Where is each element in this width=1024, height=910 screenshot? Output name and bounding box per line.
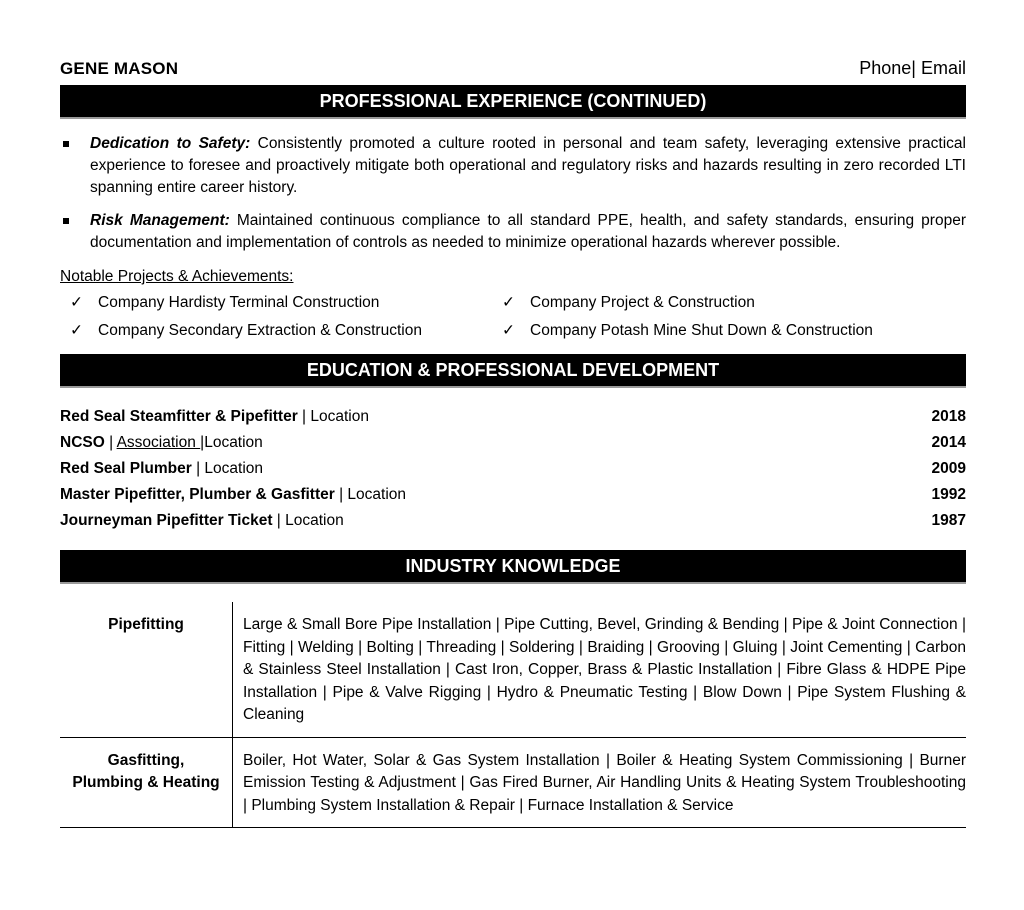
knowledge-category: Pipefitting <box>60 602 233 737</box>
project-label: Company Potash Mine Shut Down & Construction <box>530 322 873 339</box>
square-bullet-icon <box>63 218 69 224</box>
credential-year: 1992 <box>931 486 966 503</box>
credential-location: |Location <box>200 434 263 451</box>
bullet-text: Consistently promoted a culture rooted in personal and team safety, leveraging extensive practical experience to foresee and proactively mitigate both operational and regulatory risks and hazards resulting in zero recorded LTI spanning entire career history. <box>90 135 966 196</box>
knowledge-skills: Large & Small Bore Pipe Installation | Pipe Cutting, Bevel, Grinding & Bending | Pipe & Joint Connection | Fitting | Welding | Bolting | Threading | Soldering | Braiding | Grooving | Gluing | Joint Cementing | Carbon & Stainless Steel Installation | Cast Iron, Copper, Brass & Plastic Installation | Fibre Glass & HDPE Pipe Installation | Pipe & Valve Rigging | Hydro & Pneumatic Testing | Blow Down | Pipe System Flushing & Cleaning <box>233 602 967 737</box>
knowledge-row <box>60 602 966 737</box>
credential-separator: | <box>104 434 117 451</box>
credential-title: NCSO <box>60 434 105 451</box>
project-label: Company Project & Construction <box>530 294 755 311</box>
bullet-item <box>60 210 966 254</box>
association-link[interactable]: Association <box>116 434 201 451</box>
projects-title: Notable Projects & Achievements: <box>60 268 294 285</box>
projects-list <box>60 292 966 342</box>
project-item <box>60 292 492 314</box>
project-item <box>492 320 966 342</box>
credential-location: | Location <box>334 486 407 503</box>
credential-title: Red Seal Plumber <box>60 460 192 477</box>
credential-location: | Location <box>297 408 369 425</box>
credential-year: 1987 <box>931 512 966 529</box>
experience-bullets <box>60 133 966 254</box>
checkmark-icon: ✓ <box>70 322 83 339</box>
section-heading-education: EDUCATION & PROFESSIONAL DEVELOPMENT <box>60 354 966 388</box>
education-row <box>60 482 966 508</box>
project-label: Company Hardisty Terminal Construction <box>98 294 380 311</box>
phone-label: Phone <box>859 58 912 78</box>
header <box>60 58 966 79</box>
credential-location: | Location <box>191 460 264 477</box>
education-row <box>60 508 966 534</box>
knowledge-table <box>60 602 966 828</box>
project-item <box>492 292 966 314</box>
contact-separator: | <box>911 58 916 78</box>
contact-info <box>859 58 966 79</box>
education-row <box>60 456 966 482</box>
email-label: Email <box>920 58 966 78</box>
education-row <box>60 430 966 456</box>
credential-title: Master Pipefitter, Plumber & Gasfitter <box>60 486 335 503</box>
section-heading-knowledge: INDUSTRY KNOWLEDGE <box>60 550 966 584</box>
category-line: Plumbing & Heating <box>72 774 220 791</box>
bullet-lead: Risk Management: <box>90 212 230 229</box>
credential-title: Red Seal Steamfitter & Pipefitter <box>60 408 298 425</box>
credential-year: 2009 <box>931 460 966 477</box>
project-label: Company Secondary Extraction & Construction <box>98 322 422 339</box>
bullet-text: Maintained continuous compliance to all standard PPE, health, and safety standards, ensuring proper documentation and implementation of controls as needed to minimize operational hazards wherever possible. <box>90 212 966 251</box>
project-item <box>60 320 492 342</box>
category-line: Gasfitting, <box>107 751 185 769</box>
credential-year: 2014 <box>931 434 966 451</box>
checkmark-icon: ✓ <box>502 322 515 339</box>
bullet-lead: Dedication to Safety: <box>90 135 251 152</box>
education-row <box>60 404 966 430</box>
credential-year: 2018 <box>931 408 966 425</box>
credential-title: Journeyman Pipefitter Ticket <box>60 512 273 529</box>
candidate-name: GENE MASON <box>60 59 179 78</box>
section-heading-experience: PROFESSIONAL EXPERIENCE (CONTINUED) <box>60 85 966 119</box>
square-bullet-icon <box>63 141 69 147</box>
bullet-item <box>60 133 966 199</box>
resume-page <box>60 58 966 828</box>
knowledge-skills: Boiler, Hot Water, Solar & Gas System Installation | Boiler & Heating System Commissioning | Burner Emission Testing & Adjustment | Gas Fired Burner, Air Handling Units & Heating System Troubleshooting | Plumbing System Installation & Repair | Furnace Installation & Service <box>233 737 967 828</box>
knowledge-category <box>60 737 233 828</box>
education-list <box>60 404 966 534</box>
checkmark-icon: ✓ <box>70 294 83 311</box>
knowledge-row <box>60 737 966 828</box>
checkmark-icon: ✓ <box>502 294 515 311</box>
credential-location: | Location <box>272 512 344 529</box>
